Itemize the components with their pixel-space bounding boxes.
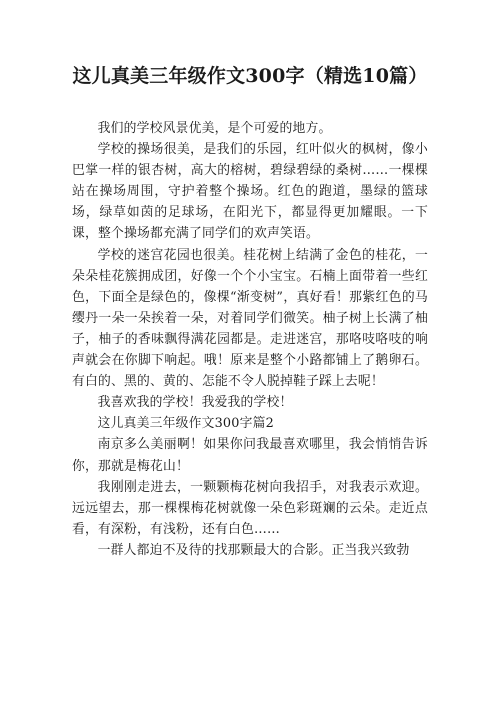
paragraph-group-photo: 一群人都迫不及待的找那颗最大的合影。正当我兴致勃 — [97, 542, 410, 558]
paragraph-intro: 我们的学校风景优美，是个可爱的地方。 — [97, 121, 332, 136]
document-title: 这儿真美三年级作文300字（精选10篇） — [72, 65, 428, 87]
document-body — [72, 118, 428, 561]
paragraph-plum-trees: 我刚刚走进去，一颗颗梅花树向我招手，对我表示欢迎。远远望去，那一棵棵梅花树就像一朵色彩斑斓的云朵。走近点看，有深粉，有浅粉，还有白色…… — [72, 479, 428, 537]
section-heading-2: 这儿真美三年级作文300字篇2 — [97, 416, 274, 432]
paragraph-playground: 学校的操场很美，是我们的乐园，红叶似火的枫树，像小巴掌一样的银杏树，高大的榕树，碧绿碧绿的桑树……一棵棵站在操场周围，守护着整个操场。红色的跑道，墨绿的篮球场，绿草如茵的足球场，在阳光下，都显得更加耀眼。一下课，整个操场都充满了同学们的欢声笑语。 — [72, 142, 428, 242]
paragraph-nanjing: 南京多么美丽啊！如果你问我最喜欢哪里，我会悄悄告诉你，那就是梅花山！ — [72, 437, 428, 474]
paragraph-maze-garden: 学校的迷宫花园也很美。桂花树上结满了金色的桂花，一朵朵桂花簇拥成团，好像一个个小宝宝。石楠上面带着一些红色，下面全是绿色的，像棵“渐变树”，真好看！那紫红色的马缨丹一朵一朵挨着一朵，对着同学们微笑。柚子树上长满了柚子，柚子的香味飘得满花园都是。走进迷宫，那咯吱咯吱的响声就会在你脚下响起。哦！原来是整个小路都铺上了鹅卵石。有白的、黑的、黄的、怎能不令人脱掉鞋子踩上去呢！ — [72, 247, 428, 390]
paragraph-closing: 我喜欢我的学校！我爱我的学校！ — [97, 395, 293, 411]
